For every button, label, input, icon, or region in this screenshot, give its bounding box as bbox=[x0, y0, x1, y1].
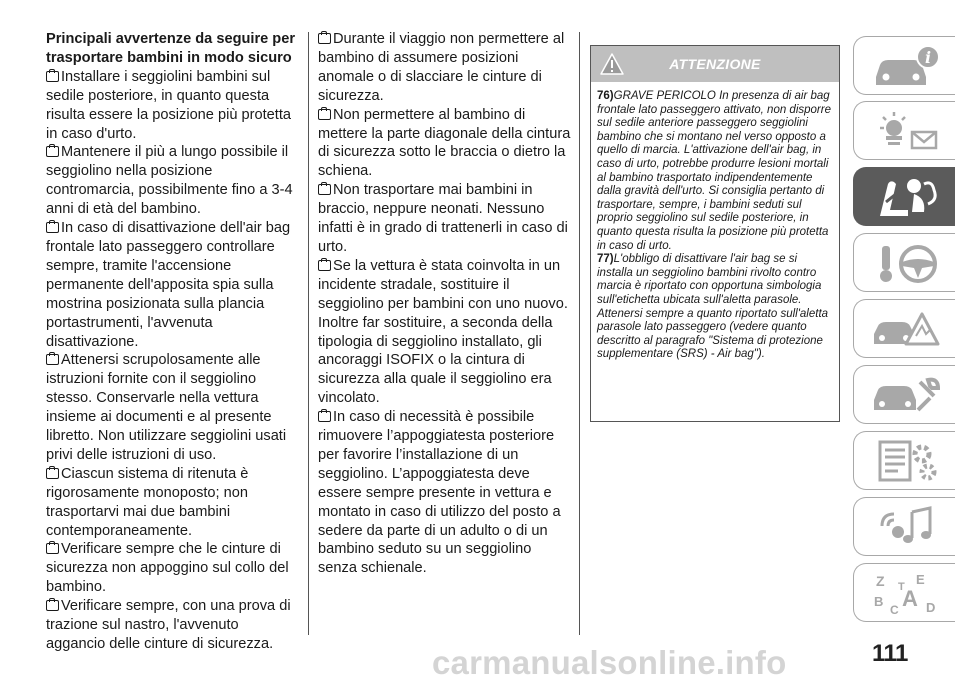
checkbox-bullet-icon bbox=[318, 260, 331, 271]
list-item: Ciascun sistema di ritenuta è rigorosamente monoposto; non trasportarvi mai due bambini contemporaneamente. bbox=[46, 465, 249, 539]
column-divider bbox=[579, 32, 580, 635]
checkbox-bullet-icon bbox=[318, 33, 331, 44]
page-number: 111 bbox=[872, 640, 908, 667]
tab-starting-driving[interactable] bbox=[853, 233, 955, 292]
list-item: In caso di necessità è possibile rimuovere l’appoggiatesta posteriore per favorire l’installazione di un seggiolino. L’appoggiatesta deve essere sempre presente in vettura e montato in caso di utilizzo del posto a sedere da parte di un adulto o di un bambino seduto su un seggiolino senza schienale. bbox=[318, 409, 561, 577]
checkbox-bullet-icon bbox=[46, 354, 59, 365]
warning-note: 77)L'obbligo di disattivare l'air bag se si installa un seggiolino bambini rivolto contro marcia è riportato con opportuna simbologia sull'etichetta ubicata sull'aletta parasole. Attenersi sempre a quanto riportato sull'aletta parasole lato passeggero (vedere quanto descritto al paragrafo "Sistema di protezione supplementare (SRS) - Air bag"). bbox=[597, 253, 829, 361]
checkbox-bullet-icon bbox=[46, 543, 59, 554]
checkbox-bullet-icon bbox=[318, 411, 331, 422]
list-item: Se la vettura è stata coinvolta in un incidente stradale, sostituire il seggiolino per bambini con uno nuovo. Inoltre far sostituire, a seconda della tipologia di seggiolino installato, gli ancoraggi ISOFIX o la cintura di sicurezza alla quale il seggiolino era vincolato. bbox=[318, 257, 568, 407]
tab-multimedia[interactable] bbox=[853, 497, 955, 556]
list-item: Mantenere il più a lungo possibile il seggiolino nella posizione contromarcia, possibilmente fino a 3-4 anni di età del bambino. bbox=[46, 144, 293, 218]
checkbox-bullet-icon bbox=[46, 600, 59, 611]
tab-index[interactable] bbox=[853, 563, 955, 622]
checkbox-bullet-icon bbox=[46, 222, 59, 233]
list-item: Installare i seggiolini bambini sul sedile posteriore, in quanto questa risulta essere la posizione più protetta in caso d'urto. bbox=[46, 68, 291, 142]
svg-text:i: i bbox=[924, 48, 932, 67]
tab-safety[interactable] bbox=[853, 167, 955, 226]
list-item: Attenersi scrupolosamente alle istruzioni fornite con il seggiolino stesso. Conservarle nella vettura insieme ai documenti e al presente libretto. Non utilizzare seggiolini usati privi delle istruzioni di uso. bbox=[46, 352, 287, 463]
index-letter: T bbox=[898, 581, 905, 593]
watermark: carmanualsonline.info bbox=[432, 644, 787, 681]
index-letter: E bbox=[916, 572, 925, 587]
list-item: Non trasportare mai bambini in braccio, neppure neonati. Nessuno infatti è in grado di trattenerli in caso di urto. bbox=[318, 182, 568, 255]
warning-header bbox=[591, 46, 839, 82]
warning-note: 76)GRAVE PERICOLO In presenza di air bag frontale lato passeggero attivato, non disporre sul sedile anteriore passeggero seggiolini bambino che si montano nel verso opposto a quello di marcia. L'attivazione dell'air bag, in caso di urto, potrebbe produrre lesioni mortali al bambino trasportato indipendentemente dalla gravità dell'urto. Si consiglia pertanto di trasportare, sempre, i bambini seduti sul proprio seggiolino sul sedile posteriore, in quanto questa risulta la posizione più protetta in caso di urto. bbox=[597, 90, 831, 252]
key-steering-wheel-icon bbox=[868, 238, 948, 288]
car-service-icon bbox=[868, 370, 948, 420]
checkbox-bullet-icon bbox=[318, 184, 331, 195]
list-item: Durante il viaggio non permettere al bambino di assumere posizioni anomale o di slacciare le cinture di sicurezza. bbox=[318, 31, 565, 104]
left-column bbox=[46, 30, 298, 654]
list-item: Verificare sempre, con una prova di trazione sul nastro, l'avvenuto aggancio delle cinture di sicurezza. bbox=[46, 598, 291, 652]
tab-warning-lights[interactable] bbox=[853, 101, 955, 160]
tab-servicing[interactable] bbox=[853, 365, 955, 424]
warning-lights-icon bbox=[868, 106, 948, 156]
warning-notes bbox=[591, 82, 839, 362]
index-letter: B bbox=[874, 594, 884, 609]
section-heading: Principali avvertenze da seguire per trasportare bambini in modo sicuro bbox=[46, 31, 296, 66]
index-letter: A bbox=[902, 586, 918, 611]
list-item: Non permettere al bambino di mettere la parte diagonale della cintura di sicurezza sotto le braccia o dietro la schiena. bbox=[318, 106, 571, 180]
car-accident-icon bbox=[868, 304, 948, 354]
column-divider bbox=[308, 32, 309, 635]
index-letter: C bbox=[890, 603, 899, 617]
list-item: Verificare sempre che le cinture di sicurezza non appoggino sul collo del bambino. bbox=[46, 541, 289, 596]
car-info-icon bbox=[868, 41, 948, 91]
checkbox-bullet-icon bbox=[46, 71, 59, 82]
index-letter: Z bbox=[876, 573, 885, 589]
middle-column bbox=[318, 30, 574, 578]
note-number: 76) bbox=[597, 90, 614, 102]
index-letter: D bbox=[926, 600, 936, 615]
checkbox-bullet-icon bbox=[46, 146, 59, 157]
alphabetical-index-icon bbox=[868, 568, 948, 618]
warning-box bbox=[590, 45, 840, 422]
tab-technical-data[interactable] bbox=[853, 431, 955, 490]
checkbox-bullet-icon bbox=[318, 109, 331, 120]
tab-emergency[interactable] bbox=[853, 299, 955, 358]
checkbox-bullet-icon bbox=[46, 468, 59, 479]
warning-title: ATTENZIONE bbox=[669, 56, 761, 72]
note-number: 77) bbox=[597, 253, 614, 266]
maintenance-list-icon bbox=[868, 436, 948, 486]
multimedia-icon bbox=[868, 502, 948, 552]
list-item: In caso di disattivazione dell'air bag frontale lato passeggero controllare sempre, tramite l'accensione permanente dell'apposita spia sulla mostrina posizionata sulla plancia portastrumenti, l'avvenuta disattivazione. bbox=[46, 220, 291, 350]
seat-airbag-icon bbox=[868, 172, 948, 222]
tab-car-info[interactable] bbox=[853, 36, 955, 95]
